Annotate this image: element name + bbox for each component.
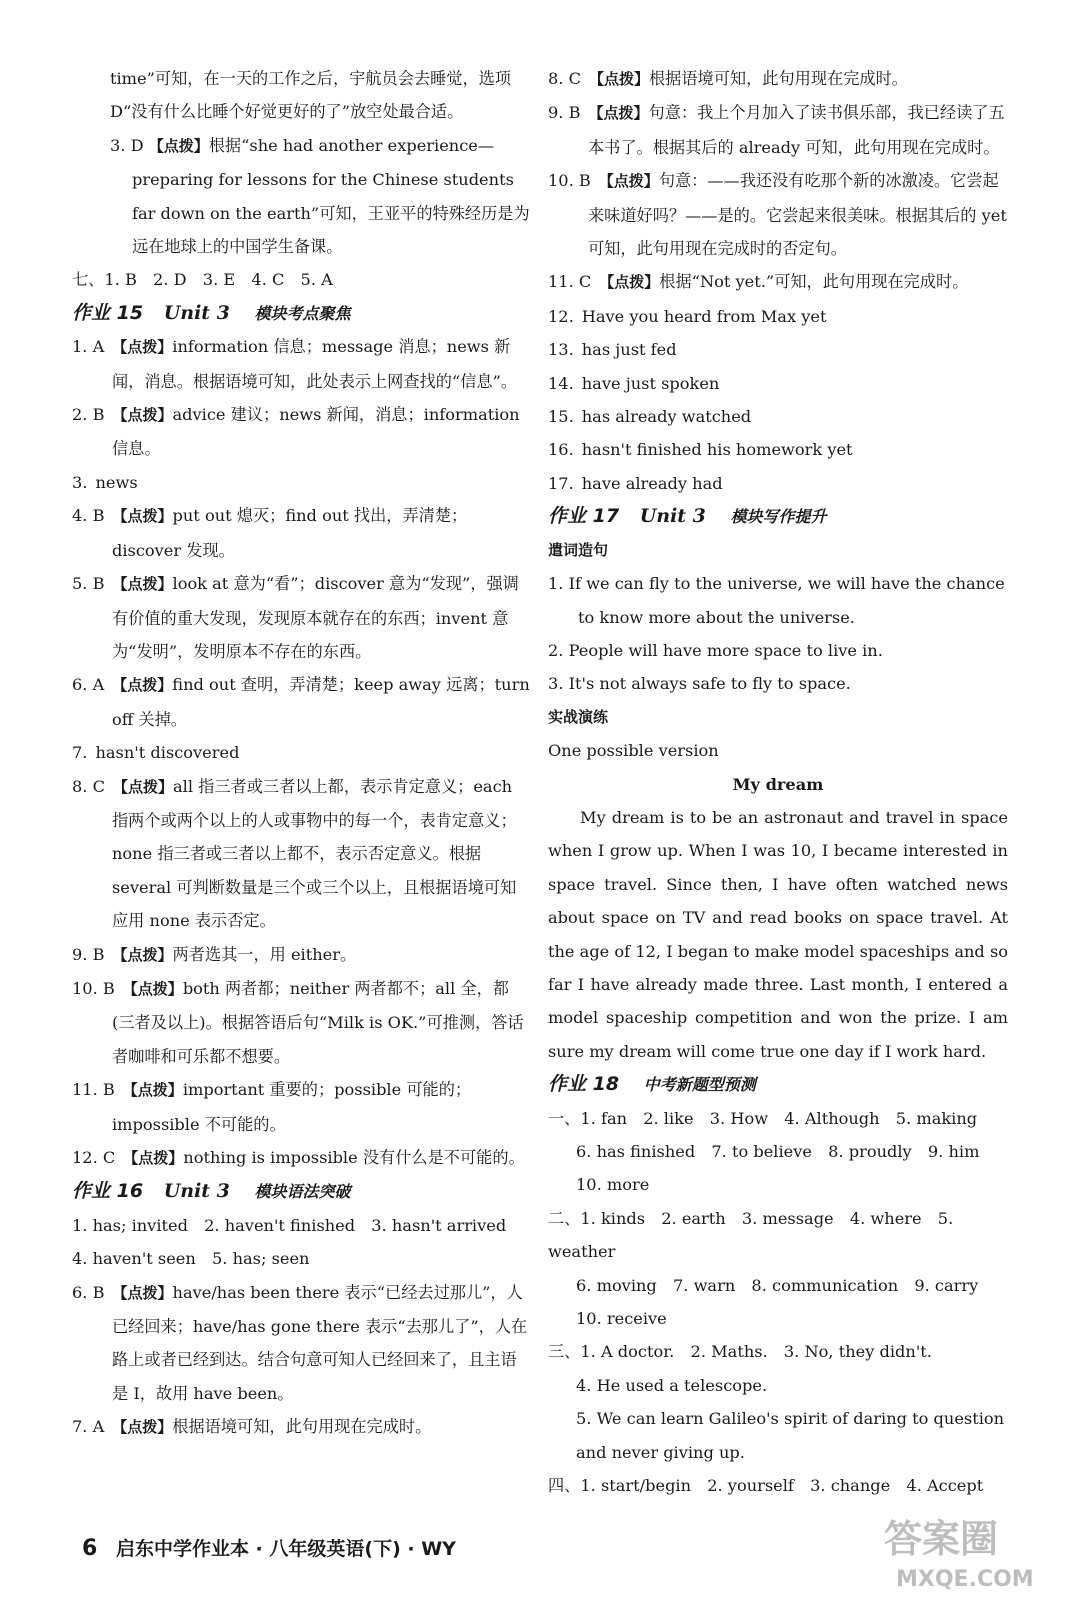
answer-text: information 信息；message 消息；news 新闻，消息。根据语境可知，此处表示上网查找的“信息”。 <box>112 337 518 391</box>
hw18-answer-list <box>548 1102 1008 1503</box>
answer-text: Have you heard from Max yet <box>581 306 827 326</box>
answer-num: 10. B <box>72 978 115 998</box>
answer-num: 8. C <box>548 69 581 88</box>
tip-label: 【点拨】 <box>112 406 173 425</box>
answer-text: 根据语境可知，此句用现在完成时。 <box>649 69 908 88</box>
answer-num: 6. B <box>72 1282 105 1302</box>
hw-subtitle: 中考新题型预测 <box>643 1075 756 1095</box>
answer-item <box>548 96 1008 164</box>
unit-label: Unit 3 <box>163 301 230 324</box>
answer-item <box>548 333 1008 366</box>
answer-row: 6. moving 7. warn 8. communication 9. carry <box>576 1275 979 1295</box>
answer-item <box>72 1276 530 1411</box>
answer-row: 一、1. fan 2. like 3. How 4. Although 5. making <box>548 1108 978 1128</box>
hw16-heading <box>72 1175 530 1208</box>
answer-text: news <box>95 472 138 492</box>
answer-item <box>72 330 530 398</box>
tip-label: 【点拨】 <box>112 777 173 796</box>
unit-label: Unit 3 <box>163 1180 230 1203</box>
hw16-answer-list <box>72 1276 530 1445</box>
hw-number: 作业 17 <box>548 505 620 528</box>
hw17-heading <box>548 500 1008 533</box>
answer-text: 句意：——我还没有吃那个新的冰激凌。它尝起来味道好吗？——是的。它尝起来很美味。根据其后的 yet 可知，此句用现在完成时的否定句。 <box>588 171 1007 259</box>
answer-num: 16. <box>548 440 574 460</box>
answer-item <box>548 367 1008 400</box>
answer-item <box>72 668 530 736</box>
answer-num: 17. <box>548 473 574 493</box>
sentence-item: 3. It's not always safe to fly to space. <box>548 674 851 694</box>
answer-num: 11. C <box>548 272 592 292</box>
book-title: 启东中学作业本 · 八年级英语(下) · WY <box>115 1538 456 1560</box>
tip-label: 【点拨】 <box>112 507 173 526</box>
answer-num: 12. C <box>72 1148 116 1167</box>
hw-number: 作业 16 <box>72 1180 144 1203</box>
tip-label: 【点拨】 <box>112 676 173 695</box>
answer-num: 4. B <box>72 506 105 526</box>
answer-num: 5. B <box>72 574 105 594</box>
answer-num: 6. A <box>72 675 105 695</box>
answer-item <box>548 62 1008 96</box>
answer-num: 3. D <box>110 135 144 155</box>
answer-item <box>72 736 530 769</box>
answer-item <box>72 972 530 1073</box>
tip-label: 【点拨】 <box>112 1283 173 1302</box>
answer-item <box>548 400 1008 433</box>
answer-text: put out 熄灭；find out 找出，弄清楚；discover 发现。 <box>112 506 468 560</box>
answer-num: 3. <box>72 472 88 492</box>
hw16-continued-list <box>548 62 1008 500</box>
answer-text: advice 建议；news 新闻，消息；information 信息。 <box>112 405 520 459</box>
answer-text: have just spoken <box>581 373 720 393</box>
answer-text: 句意：我上个月加入了读书俱乐部，我已经读了五本书了。根据其后的 already 可知，此句用现在完成时。 <box>588 103 1005 157</box>
answer-item <box>548 265 1008 299</box>
answer-text: both 两者都；neither 两者都不；all 全，都(三者及以上)。根据答语后句“Milk is OK.”可推测，答话者咖啡和可乐都不想要。 <box>112 978 524 1066</box>
tip-label: 【点拨】 <box>112 1418 173 1437</box>
page-number: 6 <box>82 1536 98 1561</box>
answer-item <box>72 1410 530 1444</box>
tip-label: 【点拨】 <box>123 1149 184 1167</box>
answer-num: 11. B <box>72 1080 115 1100</box>
answer-num: 7. <box>72 743 88 763</box>
answer-item <box>72 567 530 668</box>
sentence-list <box>548 567 1008 701</box>
answer-item <box>72 499 530 567</box>
watermark-logo <box>874 1508 1064 1596</box>
answer-num: 7. A <box>72 1417 105 1437</box>
hw15-answer-list <box>72 330 530 1175</box>
left-column <box>72 62 530 1445</box>
hw18-heading <box>548 1068 1008 1101</box>
answer-text: hasn't discovered <box>95 743 240 763</box>
answer-text: has just fed <box>581 340 677 360</box>
answer-item <box>72 466 530 499</box>
hw-number: 作业 18 <box>548 1073 620 1096</box>
essay-body: My dream is to be an astronaut and travel in space when I grow up. When I was 10, I became interested in space travel. Since then, I have often watched news about space on TV and read books on space travel. At the age of 12, I began to make model spaceships and so far I have already made three. Last month, I entered a model spaceship competition and won the prize. I am sure my dream will come true one day if I work hard. <box>548 807 1008 1061</box>
hw-subtitle: 模块考点聚焦 <box>254 303 351 323</box>
answer-text: all 指三者或三者以上都，表示肯定意义；each 指两个或两个以上的人或事物中的每一个，表肯定意义；none 指三者或三者以上都不，表示否定意义。根据 several 可判断数量是三个或三个以上，且根据语境可知应用 none 表示否定。 <box>112 776 517 931</box>
answer-text: 两者选其一，用 either。 <box>172 944 357 964</box>
answer-row: 10. receive <box>576 1309 667 1329</box>
answer-item <box>72 770 530 938</box>
right-column <box>548 62 1008 1502</box>
essay-title: My dream <box>732 774 824 794</box>
tip-label: 【点拨】 <box>148 136 209 155</box>
tip-label: 【点拨】 <box>599 273 660 292</box>
answer-text: hasn't finished his homework yet <box>581 440 853 460</box>
answer-row: 四、1. start/begin 2. yourself 3. change 4. Accept <box>548 1476 984 1496</box>
possible-version-label: One possible version <box>548 741 719 761</box>
answer-item <box>72 1141 530 1175</box>
subheading-practice: 实战演练 <box>548 707 609 726</box>
hw-subtitle: 模块写作提升 <box>730 507 827 527</box>
answer-text: find out 查明，弄清楚；keep away 远离；turn off 关掉。 <box>112 675 530 729</box>
answer-text: 根据“she had another experience—preparing for lessons for the Chinese students far down on the earth”可知，王亚平的特殊经历是为远在地球上的中国学生备课。 <box>132 135 530 257</box>
answer-text: have already had <box>581 473 723 493</box>
page-footer <box>82 1534 456 1561</box>
tip-label: 【点拨】 <box>588 104 649 123</box>
answer-text: 根据“Not yet.”可知，此句用现在完成时。 <box>659 272 969 292</box>
answer-text: important 重要的；possible 可能的；impossible 不可能的。 <box>112 1080 472 1134</box>
answer-row: 4. He used a telescope. <box>576 1375 768 1395</box>
answer-text: has already watched <box>581 407 752 427</box>
tip-label: 【点拨】 <box>588 70 649 88</box>
answer-row: 6. has finished 7. to believe 8. proudly 9. him 10. more <box>576 1142 996 1195</box>
answer-num: 14. <box>548 373 574 393</box>
answer-item <box>548 164 1008 265</box>
hw15-heading <box>72 297 530 330</box>
answer-item <box>72 398 530 466</box>
section-seven-answers: 七、1. B 2. D 3. E 4. C 5. A <box>72 270 333 290</box>
answer-num: 2. B <box>72 405 105 425</box>
tip-label: 【点拨】 <box>122 1081 183 1100</box>
answer-row: 5. We can learn Galileo's spirit of daring to question and never giving up. <box>576 1409 1005 1462</box>
answer-text: 根据语境可知，此句用现在完成时。 <box>172 1417 432 1437</box>
answer-text: look at 意为“看”；discover 意为“发现”，强调有价值的重大发现，发现原本就存在的东西；invent 意为“发明”，发明原本不存在的东西。 <box>112 574 519 661</box>
sentence-item: 2. People will have more space to live in. <box>548 640 883 660</box>
answer-num: 10. B <box>548 171 591 191</box>
unit-label: Unit 3 <box>639 505 706 528</box>
answer-3 <box>72 129 530 264</box>
answer-num: 8. C <box>72 776 105 796</box>
answer-num: 13. <box>548 340 574 360</box>
tip-label: 【点拨】 <box>122 979 183 998</box>
watermark-url: MXQE.COM <box>896 1567 1034 1592</box>
answer-row: 三、1. A doctor. 2. Maths. 3. No, they didn't. <box>548 1342 932 1362</box>
continued-explanation: time”可知，在一天的工作之后，宇航员会去睡觉，选项D“没有什么比睡个好觉更好的了”放空处最合适。 <box>110 69 512 122</box>
answer-num: 12. <box>548 306 574 326</box>
tip-label: 【点拨】 <box>112 575 173 594</box>
answer-num: 1. A <box>72 337 105 357</box>
tip-label: 【点拨】 <box>598 172 659 191</box>
hw-number: 作业 15 <box>72 301 144 324</box>
answer-item <box>548 433 1008 466</box>
answer-item <box>548 467 1008 500</box>
subheading-word-sentence: 遣词造句 <box>548 540 609 559</box>
answer-item <box>72 938 530 972</box>
hw-subtitle: 模块语法突破 <box>254 1182 351 1202</box>
answer-text: have/has been there 表示“已经去过那儿”，人已经回来；have/has gone there 表示“去那儿了”，人在路上或者已经到达。结合句意可知人已经回来了，且主语是 I，故用 have been。 <box>112 1282 528 1403</box>
answer-item <box>548 300 1008 333</box>
watermark-text: 答案圈 <box>884 1517 999 1561</box>
answer-num: 9. B <box>72 944 105 964</box>
answer-item <box>72 1073 530 1141</box>
sentence-item: 1. If we can fly to the universe, we will have the chance to know more about the universe. <box>548 574 1005 627</box>
answer-num: 15. <box>548 407 574 427</box>
tip-label: 【点拨】 <box>112 338 173 357</box>
hw16-row-1: 1. has; invited 2. haven't finished 3. hasn't arrived <box>72 1215 507 1235</box>
tip-label: 【点拨】 <box>112 945 173 964</box>
answer-num: 9. B <box>548 103 581 123</box>
answer-text: nothing is impossible 没有什么是不可能的。 <box>183 1148 525 1167</box>
hw16-row-2: 4. haven't seen 5. has; seen <box>72 1249 310 1269</box>
answer-row: 二、1. kinds 2. earth 3. message 4. where 5. weather <box>548 1208 954 1262</box>
